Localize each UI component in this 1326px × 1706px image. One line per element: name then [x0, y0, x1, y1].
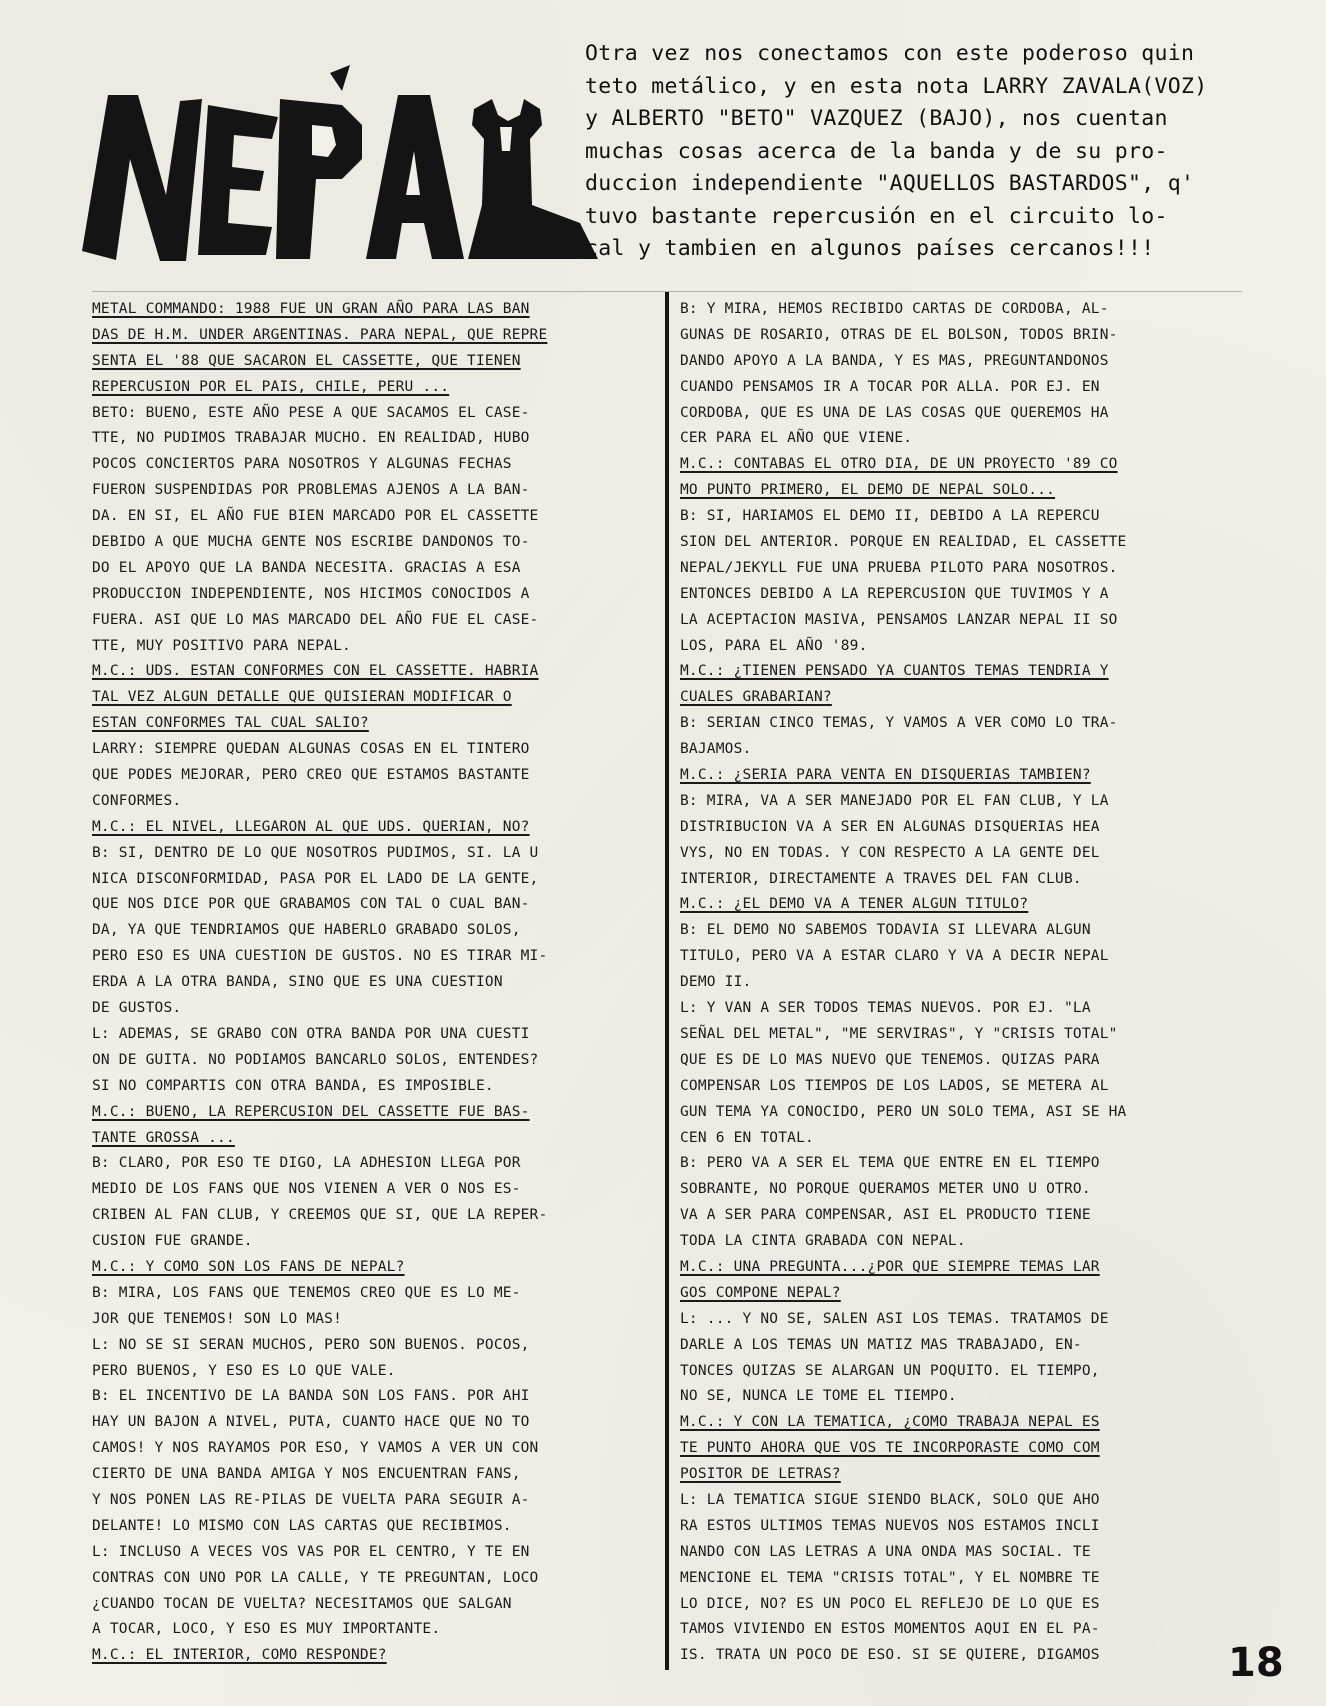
intro-line: tuvo bastante repercusión en el circuito lo- — [585, 203, 1168, 229]
line-text: MENCIONE EL TEMA "CRISIS TOTAL", Y EL NOMBRE TE — [680, 1569, 1100, 1586]
line-text: DISTRIBUCION VA A SER EN ALGUNAS DISQUERIAS HEA — [680, 818, 1100, 835]
line-text: CUSION FUE GRANDE. — [92, 1233, 253, 1250]
answer-line — [92, 892, 652, 918]
answer-line — [680, 1488, 1232, 1514]
answer-line — [680, 426, 1232, 452]
answer-line — [680, 634, 1232, 660]
answer-line — [92, 1410, 652, 1436]
line-text: ERDA A LA OTRA BANDA, SINO QUE ES UNA CUESTION — [92, 974, 503, 991]
line-text: VA A SER PARA COMPENSAR, ASI EL PRODUCTO TIENE — [680, 1207, 1091, 1224]
answer-line — [92, 1151, 652, 1177]
answer-line — [680, 1203, 1232, 1229]
answer-line — [680, 1617, 1232, 1643]
interviewer-question-line — [680, 763, 1232, 789]
answer-line — [680, 1126, 1232, 1152]
answer-line — [92, 1048, 652, 1074]
answer-line — [680, 737, 1232, 763]
interviewer-question-line — [92, 815, 652, 841]
line-text: A TOCAR, LOCO, Y ESO ES MUY IMPORTANTE. — [92, 1621, 441, 1638]
line-text: L: Y VAN A SER TODOS TEMAS NUEVOS. POR EJ. "LA — [680, 1000, 1091, 1017]
answer-line — [680, 789, 1232, 815]
line-text: CORDOBA, QUE ES UNA DE LAS COSAS QUE QUEREMOS HA — [680, 404, 1109, 421]
line-text: PERO BUENOS, Y ESO ES LO QUE VALE. — [92, 1362, 396, 1379]
answer-line — [92, 530, 652, 556]
line-text: SOBRANTE, NO PORQUE QUERAMOS METER UNO U OTRO. — [680, 1181, 1091, 1198]
line-text: DEBIDO A QUE MUCHA GENTE NOS ESCRIBE DANDONOS TO- — [92, 534, 530, 551]
answer-line — [92, 401, 652, 427]
answer-line — [92, 763, 652, 789]
answer-line — [92, 1229, 652, 1255]
line-text: DARLE A LOS TEMAS UN MATIZ MAS TRABAJADO, EN- — [680, 1336, 1082, 1353]
line-text: B: MIRA, LOS FANS QUE TENEMOS CREO QUE ES LO ME- — [92, 1284, 521, 1301]
interviewer-question-line — [92, 297, 652, 323]
interviewer-question-line — [680, 1281, 1232, 1307]
line-text: M.C.: BUENO, LA REPERCUSION DEL CASSETTE FUE BAS- — [92, 1103, 530, 1120]
line-text: B: CLARO, POR ESO TE DIGO, LA ADHESION LLEGA POR — [92, 1155, 521, 1172]
line-text: SION DEL ANTERIOR. PORQUE EN REALIDAD, EL CASSETTE — [680, 534, 1127, 551]
line-text: REPERCUSION POR EL PAIS, CHILE, PERU ... — [92, 378, 450, 395]
answer-line — [92, 1307, 652, 1333]
line-text: GUN TEMA YA CONOCIDO, PERO UN SOLO TEMA, ASI SE HA — [680, 1103, 1127, 1120]
answer-line — [680, 918, 1232, 944]
line-text: POSITOR DE LETRAS? — [680, 1466, 841, 1483]
line-text: M.C.: ¿SERIA PARA VENTA EN DISQUERIAS TAMBIEN? — [680, 767, 1091, 784]
interviewer-question-line — [680, 685, 1232, 711]
line-text: CRIBEN AL FAN CLUB, Y CREEMOS QUE SI, QUE LA REPER- — [92, 1207, 548, 1224]
answer-line — [680, 1643, 1232, 1669]
line-text: L: INCLUSO A VECES VOS VAS POR EL CENTRO, Y TE EN — [92, 1543, 530, 1560]
answer-line — [92, 1436, 652, 1462]
line-text: SEÑAL DEL METAL", "ME SERVIRAS", Y "CRISIS TOTAL" — [680, 1025, 1118, 1042]
interviewer-question-line — [92, 1126, 652, 1152]
answer-line — [680, 1022, 1232, 1048]
answer-line — [92, 1384, 652, 1410]
line-text: PERO ESO ES UNA CUESTION DE GUSTOS. NO ES TIRAR MI- — [92, 948, 548, 965]
answer-line — [92, 1488, 652, 1514]
line-text: TTE, MUY POSITIVO PARA NEPAL. — [92, 637, 351, 654]
answer-line — [92, 582, 652, 608]
line-text: PRODUCCION INDEPENDIENTE, NOS HICIMOS CONOCIDOS A — [92, 585, 530, 602]
column-divider — [665, 292, 669, 1670]
line-text: TONCES QUIZAS SE ALARGAN UN POQUITO. EL TIEMPO, — [680, 1362, 1100, 1379]
line-text: B: PERO VA A SER EL TEMA QUE ENTRE EN EL TIEMPO — [680, 1155, 1100, 1172]
interviewer-question-line — [680, 1462, 1232, 1488]
line-text: DELANTE! LO MISMO CON LAS CARTAS QUE RECIBIMOS. — [92, 1517, 512, 1534]
line-text: NO SE, NUNCA LE TOME EL TIEMPO. — [680, 1388, 957, 1405]
answer-line — [92, 970, 652, 996]
answer-line — [680, 841, 1232, 867]
answer-line — [92, 1333, 652, 1359]
interviewer-question-line — [92, 1255, 652, 1281]
answer-line — [680, 1592, 1232, 1618]
line-text: CONTRAS CON UNO POR LA CALLE, Y TE PREGUNTAN, LOCO — [92, 1569, 539, 1586]
line-text: L: ... Y NO SE, SALEN ASI LOS TEMAS. TRATAMOS DE — [680, 1310, 1109, 1327]
line-text: FUERA. ASI QUE LO MAS MARCADO DEL AÑO FUE EL CASE- — [92, 611, 539, 628]
line-text: CUALES GRABARIAN? — [680, 689, 832, 706]
answer-line — [680, 1100, 1232, 1126]
line-text: CEN 6 EN TOTAL. — [680, 1129, 814, 1146]
line-text: DAS DE H.M. UNDER ARGENTINAS. PARA NEPAL, QUE REPRE — [92, 326, 548, 343]
line-text: Y NOS PONEN LAS RE-PILAS DE VUELTA PARA SEGUIR A- — [92, 1491, 530, 1508]
line-text: MEDIO DE LOS FANS QUE NOS VIENEN A VER O NOS ES- — [92, 1181, 521, 1198]
line-text: DA, YA QUE TENDRIAMOS QUE HABERLO GRABADO SOLOS, — [92, 922, 521, 939]
line-text: DO EL APOYO QUE LA BANDA NECESITA. GRACIAS A ESA — [92, 559, 521, 576]
answer-line — [680, 297, 1232, 323]
answer-line — [92, 1462, 652, 1488]
interview-column-right — [680, 297, 1232, 1669]
answer-line — [680, 1566, 1232, 1592]
answer-line — [680, 1177, 1232, 1203]
interviewer-question-line — [92, 323, 652, 349]
answer-line — [92, 452, 652, 478]
line-text: INTERIOR, DIRECTAMENTE A TRAVES DEL FAN CLUB. — [680, 870, 1082, 887]
line-text: TAMOS VIVIENDO EN ESTOS MOMENTOS AQUI EN EL PA- — [680, 1621, 1100, 1638]
line-text: M.C.: EL NIVEL, LLEGARON AL QUE UDS. QUERIAN, NO? — [92, 818, 530, 835]
line-text: TTE, NO PUDIMOS TRABAJAR MUCHO. EN REALIDAD, HUBO — [92, 430, 530, 447]
interviewer-question-line — [680, 478, 1232, 504]
answer-line — [680, 970, 1232, 996]
line-text: TITULO, PERO VA A ESTAR CLARO Y VA A DECIR NEPAL — [680, 948, 1109, 965]
interviewer-question-line — [680, 1410, 1232, 1436]
answer-line — [680, 1359, 1232, 1385]
answer-line — [92, 1203, 652, 1229]
answer-line — [92, 1514, 652, 1540]
line-text: METAL COMMANDO: 1988 FUE UN GRAN AÑO PARA LAS BAN — [92, 301, 530, 317]
answer-line — [92, 1617, 652, 1643]
line-text: CONFORMES. — [92, 792, 182, 809]
line-text: POCOS CONCIERTOS PARA NOSOTROS Y ALGUNAS FECHAS — [92, 456, 512, 473]
line-text: DEMO II. — [680, 974, 752, 991]
line-text: B: EL INCENTIVO DE LA BANDA SON LOS FANS. POR AHI — [92, 1388, 530, 1405]
line-text: CER PARA EL AÑO QUE VIENE. — [680, 430, 913, 447]
line-text: M.C.: UDS. ESTAN CONFORMES CON EL CASSETTE. HABRIA — [92, 663, 539, 680]
answer-line — [680, 1333, 1232, 1359]
line-text: M.C.: UNA PREGUNTA...¿POR QUE SIEMPRE TEMAS LAR — [680, 1258, 1100, 1275]
interviewer-question-line — [680, 1436, 1232, 1462]
interviewer-question-line — [92, 685, 652, 711]
answer-line — [92, 608, 652, 634]
answer-line — [680, 375, 1232, 401]
answer-line — [92, 841, 652, 867]
interviewer-question-line — [92, 659, 652, 685]
line-text: LOS, PARA EL AÑO '89. — [680, 637, 868, 654]
answer-line — [680, 867, 1232, 893]
intro-line: cal y tambien en algunos países cercanos!!! — [585, 236, 1155, 261]
answer-line — [92, 944, 652, 970]
line-text: B: Y MIRA, HEMOS RECIBIDO CARTAS DE CORDOBA, AL- — [680, 301, 1109, 317]
answer-line — [680, 711, 1232, 737]
line-text: GUNAS DE ROSARIO, OTRAS DE EL BOLSON, TODOS BRIN- — [680, 326, 1118, 343]
interviewer-question-line — [92, 349, 652, 375]
line-text: LA ACEPTACION MASIVA, PENSAMOS LANZAR NEPAL II SO — [680, 611, 1118, 628]
interviewer-question-line — [92, 711, 652, 737]
interviewer-question-line — [680, 1255, 1232, 1281]
interviewer-question-line — [92, 375, 652, 401]
answer-line — [92, 426, 652, 452]
answer-line — [680, 1384, 1232, 1410]
intro-line: muchas cosas acerca de la banda y de su pro- — [585, 138, 1168, 164]
answer-line — [680, 1048, 1232, 1074]
answer-line — [92, 504, 652, 530]
answer-line — [680, 1151, 1232, 1177]
line-text: DANDO APOYO A LA BANDA, Y ES MAS, PREGUNTANDONOS — [680, 352, 1109, 369]
answer-line — [92, 634, 652, 660]
line-text: LARRY: SIEMPRE QUEDAN ALGUNAS COSAS EN EL TINTERO — [92, 741, 530, 758]
nepal-logo — [80, 55, 600, 270]
answer-line — [92, 556, 652, 582]
line-text: L: ADEMAS, SE GRABO CON OTRA BANDA POR UNA CUESTI — [92, 1025, 530, 1042]
answer-line — [680, 349, 1232, 375]
answer-line — [680, 1229, 1232, 1255]
intro-line: y ALBERTO "BETO" VAZQUEZ (BAJO), nos cuentan — [585, 106, 1168, 131]
line-text: M.C.: CONTABAS EL OTRO DIA, DE UN PROYECTO '89 CO — [680, 456, 1118, 473]
line-text: TE PUNTO AHORA QUE VOS TE INCORPORASTE COMO COM — [680, 1440, 1100, 1457]
answer-line — [92, 1022, 652, 1048]
line-text: M.C.: Y CON LA TEMATICA, ¿COMO TRABAJA NEPAL ES — [680, 1414, 1100, 1431]
answer-line — [92, 1566, 652, 1592]
answer-line — [680, 1514, 1232, 1540]
line-text: DE GUSTOS. — [92, 1000, 182, 1017]
answer-line — [92, 918, 652, 944]
line-text: DA. EN SI, EL AÑO FUE BIEN MARCADO POR EL CASSETTE — [92, 508, 539, 525]
answer-line — [680, 944, 1232, 970]
interviewer-question-line — [680, 892, 1232, 918]
line-text: RA ESTOS ULTIMOS TEMAS NUEVOS NOS ESTAMOS INCLI — [680, 1517, 1100, 1534]
line-text: LO DICE, NO? ES UN POCO EL REFLEJO DE LO QUE ES — [680, 1595, 1100, 1612]
line-text: TODA LA CINTA GRABADA CON NEPAL. — [680, 1233, 966, 1250]
answer-line — [680, 530, 1232, 556]
intro-line: duccion independiente "AQUELLOS BASTARDOS", q' — [585, 171, 1195, 196]
answer-line — [92, 478, 652, 504]
line-text: ¿CUANDO TOCAN DE VUELTA? NECESITAMOS QUE SALGAN — [92, 1595, 512, 1612]
answer-line — [680, 556, 1232, 582]
answer-line — [680, 582, 1232, 608]
line-text: M.C.: ¿EL DEMO VA A TENER ALGUN TITULO? — [680, 896, 1029, 913]
line-text: B: MIRA, VA A SER MANEJADO POR EL FAN CLUB, Y LA — [680, 792, 1109, 809]
intro-line: Otra vez nos conectamos con este poderoso quin — [585, 41, 1195, 66]
interviewer-question-line — [680, 452, 1232, 478]
answer-line — [680, 815, 1232, 841]
line-text: B: SERIAN CINCO TEMAS, Y VAMOS A VER COMO LO TRA- — [680, 715, 1118, 732]
line-text: COMPENSAR LOS TIEMPOS DE LOS LADOS, SE METERA AL — [680, 1077, 1109, 1094]
line-text: NANDO CON LAS LETRAS A UNA ONDA MAS SOCIAL. TE — [680, 1543, 1091, 1560]
line-text: B: EL DEMO NO SABEMOS TODAVIA SI LLEVARA ALGUN — [680, 922, 1091, 939]
answer-line — [92, 1177, 652, 1203]
answer-line — [680, 1074, 1232, 1100]
interviewer-question-line — [680, 659, 1232, 685]
line-text: M.C.: Y COMO SON LOS FANS DE NEPAL? — [92, 1258, 405, 1275]
answer-line — [92, 737, 652, 763]
line-text: SI NO COMPARTIS CON OTRA BANDA, ES IMPOSIBLE. — [92, 1077, 494, 1094]
line-text: BETO: BUENO, ESTE AÑO PESE A QUE SACAMOS EL CASE- — [92, 404, 530, 421]
answer-line — [92, 1074, 652, 1100]
line-text: FUERON SUSPENDIDAS POR PROBLEMAS AJENOS A LA BAN- — [92, 482, 530, 499]
page-number: 18 — [1228, 1640, 1284, 1686]
line-text: M.C.: EL INTERIOR, COMO RESPONDE? — [92, 1647, 387, 1664]
line-text: CIERTO DE UNA BANDA AMIGA Y NOS ENCUENTRAN FANS, — [92, 1466, 521, 1483]
line-text: NICA DISCONFORMIDAD, PASA POR EL LADO DE LA GENTE, — [92, 870, 539, 887]
answer-line — [680, 1540, 1232, 1566]
line-text: CUANDO PENSAMOS IR A TOCAR POR ALLA. POR EJ. EN — [680, 378, 1100, 395]
interview-column-left — [92, 297, 652, 1669]
answer-line — [680, 1307, 1232, 1333]
line-text: TANTE GROSSA ... — [92, 1129, 235, 1146]
answer-line — [680, 504, 1232, 530]
line-text: JOR QUE TENEMOS! SON LO MAS! — [92, 1310, 343, 1327]
line-text: IS. TRATA UN POCO DE ESO. SI SE QUIERE, DIGAMOS — [680, 1647, 1100, 1664]
answer-line — [92, 789, 652, 815]
line-text: M.C.: ¿TIENEN PENSADO YA CUANTOS TEMAS TENDRIA Y — [680, 663, 1109, 680]
line-text: ESTAN CONFORMES TAL CUAL SALIO? — [92, 715, 369, 732]
line-text: QUE ES DE LO MAS NUEVO QUE TENEMOS. QUIZAS PARA — [680, 1051, 1100, 1068]
line-text: L: LA TEMATICA SIGUE SIENDO BLACK, SOLO QUE AHO — [680, 1491, 1100, 1508]
interviewer-question-line — [92, 1643, 652, 1669]
answer-line — [92, 996, 652, 1022]
line-text: B: SI, HARIAMOS EL DEMO II, DEBIDO A LA REPERCU — [680, 508, 1100, 525]
intro-line: teto metálico, y en esta nota LARRY ZAVALA(VOZ) — [585, 73, 1208, 99]
line-text: L: NO SE SI SERAN MUCHOS, PERO SON BUENOS. POCOS, — [92, 1336, 530, 1353]
line-text: TAL VEZ ALGUN DETALLE QUE QUISIERAN MODIFICAR O — [92, 689, 512, 706]
answer-line — [92, 1359, 652, 1385]
line-text: ENTONCES DEBIDO A LA REPERCUSION QUE TUVIMOS Y A — [680, 585, 1109, 602]
line-text: NEPAL/JEKYLL FUE UNA PRUEBA PILOTO PARA NOSOTROS. — [680, 559, 1118, 576]
line-text: QUE NOS DICE POR QUE GRABAMOS CON TAL O CUAL BAN- — [92, 896, 530, 913]
line-text: MO PUNTO PRIMERO, EL DEMO DE NEPAL SOLO... — [680, 482, 1056, 499]
line-text: QUE PODES MEJORAR, PERO CREO QUE ESTAMOS BASTANTE — [92, 767, 530, 784]
line-text: VYS, NO EN TODAS. Y CON RESPECTO A LA GENTE DEL — [680, 844, 1100, 861]
line-text: B: SI, DENTRO DE LO QUE NOSOTROS PUDIMOS, SI. LA U — [92, 844, 539, 861]
line-text: BAJAMOS. — [680, 741, 752, 758]
answer-line — [680, 996, 1232, 1022]
line-text: HAY UN BAJON A NIVEL, PUTA, CUANTO HACE QUE NO TO — [92, 1414, 530, 1431]
line-text: ON DE GUITA. NO PODIAMOS BANCARLO SOLOS, ENTENDES? — [92, 1051, 539, 1068]
line-text: CAMOS! Y NOS RAYAMOS POR ESO, Y VAMOS A VER UN CON — [92, 1440, 539, 1457]
answer-line — [92, 1540, 652, 1566]
line-text: GOS COMPONE NEPAL? — [680, 1284, 841, 1301]
interviewer-question-line — [92, 1100, 652, 1126]
answer-line — [680, 401, 1232, 427]
answer-line — [680, 323, 1232, 349]
line-text: SENTA EL '88 QUE SACARON EL CASSETTE, QUE TIENEN — [92, 352, 521, 369]
answer-line — [92, 867, 652, 893]
answer-line — [92, 1281, 652, 1307]
intro-paragraph — [585, 38, 1245, 266]
answer-line — [92, 1592, 652, 1618]
answer-line — [680, 608, 1232, 634]
